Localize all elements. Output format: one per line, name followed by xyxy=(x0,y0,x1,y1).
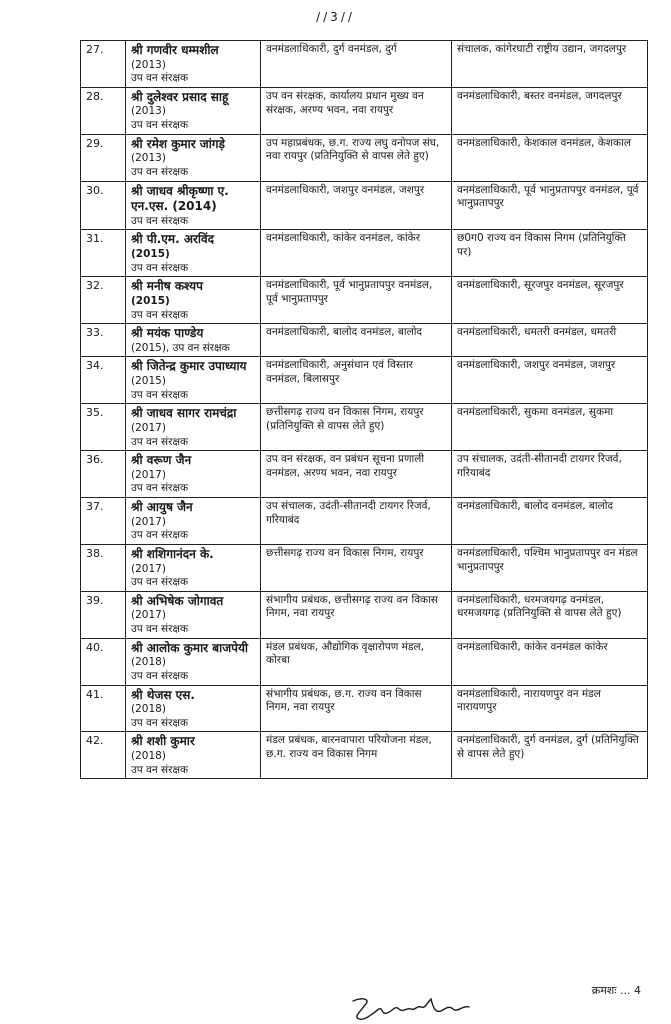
officer-name: श्री आलोक कुमार बाजपेयी xyxy=(131,640,249,655)
officer-batch: (2015) xyxy=(131,375,166,388)
current-posting: उप वन संरक्षक, कार्यालय प्रधान मुख्य वन संरक्षक, अरण्य भवन, नवा रायपुर xyxy=(261,87,452,134)
new-posting: वनमंडलाधिकारी, सूरजपुर वनमंडल, सूरजपुर xyxy=(452,277,648,324)
posting-table xyxy=(80,40,648,779)
posting-row xyxy=(81,230,648,277)
new-posting: वनमंडलाधिकारी, जशपुर वनमंडल, जशपुर xyxy=(452,357,648,404)
new-posting: वनमंडलाधिकारी, पूर्व भानुप्रतापपुर वनमंडल, पूर्व भानुप्रतापपुर xyxy=(452,181,648,230)
new-posting: वनमंडलाधिकारी, केशकाल वनमंडल, केशकाल xyxy=(452,134,648,181)
officer-batch: (2018) xyxy=(131,703,166,716)
posting-row xyxy=(81,732,648,779)
officer-cell xyxy=(126,41,261,88)
new-posting: वनमंडलाधिकारी, पश्चिम भानुप्रतापपुर वन मंडल भानुप्रतापपुर xyxy=(452,544,648,591)
officer-batch: (2015), उप वन संरक्षक xyxy=(131,341,230,354)
serial-number: 40. xyxy=(81,638,126,685)
serial-number: 37. xyxy=(81,498,126,545)
current-posting: मंडल प्रबंधक, बारनवापारा परियोजना मंडल, छ.ग. राज्य वन विकास निगम xyxy=(261,732,452,779)
new-posting: वनमंडलाधिकारी, दुर्ग वनमंडल, दुर्ग (प्रतिनियुक्ति से वापस लेते हुए) xyxy=(452,732,648,779)
officer-name: श्री पी.एम. अरविंद xyxy=(131,232,215,247)
officer-designation: उप वन संरक्षक xyxy=(131,576,189,589)
new-posting: वनमंडलाधिकारी, नारायणपुर वन मंडल नारायणपुर xyxy=(452,685,648,732)
new-posting: वनमंडलाधिकारी, धरमजयगढ़ वनमंडल, धरमजयगढ़ (प्रतिनियुक्ति से वापस लेते हुए) xyxy=(452,591,648,638)
current-posting: वनमंडलाधिकारी, जशपुर वनमंडल, जशपुर xyxy=(261,181,452,230)
current-posting: मंडल प्रबंधक, औद्योगिक वृक्षारोपण मंडल, कोरबा xyxy=(261,638,452,685)
serial-number: 32. xyxy=(81,277,126,324)
officer-name: श्री दुलेश्वर प्रसाद साहू xyxy=(131,89,229,104)
officer-name: श्री शशिगानंदन के. xyxy=(131,546,214,561)
officer-batch: (2015) xyxy=(131,248,170,261)
officer-cell xyxy=(126,591,261,638)
officer-name: श्री आयुष जैन xyxy=(131,500,193,515)
officer-designation: उप वन संरक्षक xyxy=(131,623,189,636)
current-posting: उप वन संरक्षक, वन प्रबंधन सूचना प्रणाली वनमंडल, अरण्य भवन, नवा रायपुर xyxy=(261,451,452,498)
officer-designation: उप वन संरक्षक xyxy=(131,482,189,495)
officer-cell xyxy=(126,181,261,230)
current-posting: वनमंडलाधिकारी, बालोद वनमंडल, बालोद xyxy=(261,324,452,357)
new-posting: उप संचालक, उदंती-सीतानदी टायगर रिजर्व, गरियाबंद xyxy=(452,451,648,498)
officer-designation: उप वन संरक्षक xyxy=(131,388,189,401)
officer-batch: (2017) xyxy=(131,421,166,434)
officer-designation: उप वन संरक्षक xyxy=(131,165,189,178)
new-posting: संचालक, कांगेरघाटी राष्ट्रीय उद्यान, जगदलपुर xyxy=(452,41,648,88)
serial-number: 30. xyxy=(81,181,126,230)
officer-batch: (2018) xyxy=(131,656,166,669)
officer-name: श्री मनीष कश्यप xyxy=(131,279,203,294)
serial-number: 42. xyxy=(81,732,126,779)
posting-row xyxy=(81,638,648,685)
officer-name: श्री वरूण जैन xyxy=(131,453,192,468)
serial-number: 29. xyxy=(81,134,126,181)
officer-batch: (2015) xyxy=(131,294,170,307)
posting-row xyxy=(81,404,648,451)
officer-name: श्री शशी कुमार xyxy=(131,734,195,749)
officer-cell xyxy=(126,230,261,277)
officer-cell xyxy=(126,685,261,732)
officer-cell xyxy=(126,134,261,181)
page-marker: //3// xyxy=(316,10,355,24)
officer-cell xyxy=(126,324,261,357)
officer-cell xyxy=(126,87,261,134)
current-posting: उप महाप्रबंधक, छ.ग. राज्य लघु वनोपज संघ, नवा रायपुर (प्रतिनियुक्ति से वापस लेते हुए) xyxy=(261,134,452,181)
officer-designation: उप वन संरक्षक xyxy=(131,119,189,132)
officer-designation: उप वन संरक्षक xyxy=(131,716,189,729)
serial-number: 31. xyxy=(81,230,126,277)
posting-row xyxy=(81,591,648,638)
officer-cell xyxy=(126,451,261,498)
officer-cell xyxy=(126,404,261,451)
officer-name: श्री अभिषेक जोगावत xyxy=(131,593,224,608)
current-posting: वनमंडलाधिकारी, पूर्व भानुप्रतापपुर वनमंडल, पूर्व भानुप्रतापपुर xyxy=(261,277,452,324)
serial-number: 36. xyxy=(81,451,126,498)
current-posting: वनमंडलाधिकारी, दुर्ग वनमंडल, दुर्ग xyxy=(261,41,452,88)
officer-cell xyxy=(126,544,261,591)
new-posting: वनमंडलाधिकारी, धमतरी वनमंडल, धमतरी xyxy=(452,324,648,357)
posting-row xyxy=(81,134,648,181)
current-posting: उप संचालक, उदंती-सीतानदी टायगर रिजर्व, गरियाबंद xyxy=(261,498,452,545)
officer-name: श्री जितेन्द्र कुमार उपाध्याय xyxy=(131,359,247,374)
officer-batch: (2017) xyxy=(131,468,166,481)
officer-designation: उप वन संरक्षक xyxy=(131,261,189,274)
officer-batch: (2018) xyxy=(131,750,166,763)
officer-designation: उप वन संरक्षक xyxy=(131,763,189,776)
current-posting: संभागीय प्रबंधक, छ.ग. राज्य वन विकास निगम, नवा रायपुर xyxy=(261,685,452,732)
continued-marker: क्रमशः ... 4 xyxy=(591,984,641,997)
current-posting: वनमंडलाधिकारी, कांकेर वनमंडल, कांकेर xyxy=(261,230,452,277)
officer-batch: (2017) xyxy=(131,609,166,622)
officer-name: श्री रमेश कुमार जांगड़े xyxy=(131,136,225,151)
current-posting: छत्तीसगढ़ राज्य वन विकास निगम, रायपुर xyxy=(261,544,452,591)
officer-batch: (2017) xyxy=(131,515,166,528)
serial-number: 34. xyxy=(81,357,126,404)
posting-row xyxy=(81,357,648,404)
officer-cell xyxy=(126,638,261,685)
officer-designation: उप वन संरक्षक xyxy=(131,435,189,448)
officer-batch: (2017) xyxy=(131,562,166,575)
officer-batch: (2013) xyxy=(131,105,166,118)
officer-cell xyxy=(126,498,261,545)
serial-number: 33. xyxy=(81,324,126,357)
posting-row xyxy=(81,87,648,134)
officer-name: श्री जाधव सागर रामचंद्रा xyxy=(131,406,237,421)
officer-batch: (2013) xyxy=(131,152,166,165)
posting-row xyxy=(81,498,648,545)
serial-number: 35. xyxy=(81,404,126,451)
new-posting: वनमंडलाधिकारी, बस्तर वनमंडल, जगदलपुर xyxy=(452,87,648,134)
serial-number: 38. xyxy=(81,544,126,591)
new-posting: छ0ग0 राज्य वन विकास निगम (प्रतिनियुक्ति पर) xyxy=(452,230,648,277)
posting-row xyxy=(81,181,648,230)
serial-number: 28. xyxy=(81,87,126,134)
new-posting: वनमंडलाधिकारी, कांकेर वनमंडल कांकेर xyxy=(452,638,648,685)
posting-row xyxy=(81,41,648,88)
new-posting: वनमंडलाधिकारी, बालोद वनमंडल, बालोद xyxy=(452,498,648,545)
officer-cell xyxy=(126,732,261,779)
posting-table-body xyxy=(81,41,648,779)
serial-number: 27. xyxy=(81,41,126,88)
officer-name: श्री जाधव श्रीकृष्णा ए. एन.एस. (2014) xyxy=(131,183,229,214)
officer-batch: (2013) xyxy=(131,58,166,71)
serial-number: 39. xyxy=(81,591,126,638)
officer-designation: उप वन संरक्षक xyxy=(131,669,189,682)
officer-name: श्री मयंक पाण्डेय xyxy=(131,326,204,341)
new-posting: वनमंडलाधिकारी, सुकमा वनमंडल, सुकमा xyxy=(452,404,648,451)
serial-number: 41. xyxy=(81,685,126,732)
signature xyxy=(345,995,495,1023)
posting-row xyxy=(81,544,648,591)
officer-designation: उप वन संरक्षक xyxy=(131,529,189,542)
posting-row xyxy=(81,324,648,357)
officer-name: श्री थेजस एस. xyxy=(131,687,195,702)
posting-row xyxy=(81,451,648,498)
posting-row xyxy=(81,277,648,324)
current-posting: छत्तीसगढ़ राज्य वन विकास निगम, रायपुर (प्रतिनियुक्ति से वापस लेते हुए) xyxy=(261,404,452,451)
officer-cell xyxy=(126,357,261,404)
officer-name: श्री गणवीर धम्मशील xyxy=(131,43,219,57)
current-posting: वनमंडलाधिकारी, अनुसंधान एवं विस्तार वनमंडल, बिलासपुर xyxy=(261,357,452,404)
officer-designation: उप वन संरक्षक xyxy=(131,308,189,321)
posting-row xyxy=(81,685,648,732)
officer-designation: उप वन संरक्षक xyxy=(131,72,189,85)
officer-designation: उप वन संरक्षक xyxy=(131,214,189,227)
officer-cell xyxy=(126,277,261,324)
current-posting: संभागीय प्रबंधक, छत्तीसगढ़ राज्य वन विकास निगम, नवा रायपुर xyxy=(261,591,452,638)
